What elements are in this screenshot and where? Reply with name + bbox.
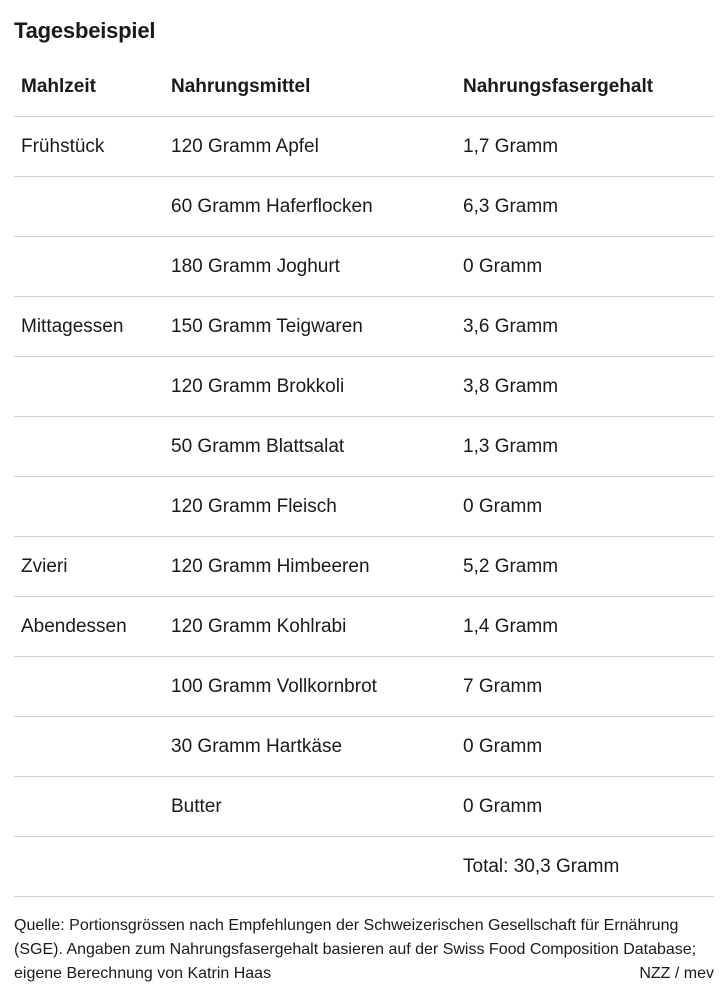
cell-meal [14, 237, 164, 297]
table-row [14, 477, 714, 537]
source-note [14, 914, 714, 986]
cell-fiber: 0 Gramm [456, 237, 714, 297]
cell-meal [14, 777, 164, 837]
source-text: Quelle: Portionsgrössen nach Empfehlungen der Schweizerischen Gesellschaft für Ernährung (SGE). Angaben zum Nahrungsfasergehalt basieren auf der Swiss Food Composition Database; eigene Berechnung von Katrin Haas [14, 917, 697, 982]
page-title: Tagesbeispiel [14, 18, 156, 43]
cell-food: 120 Gramm Fleisch [164, 477, 456, 537]
cell-fiber: 1,4 Gramm [456, 597, 714, 657]
cell-meal [14, 417, 164, 477]
table-row [14, 297, 714, 357]
cell-fiber: 1,3 Gramm [456, 417, 714, 477]
table-total-row [14, 837, 714, 897]
cell-fiber: 0 Gramm [456, 777, 714, 837]
cell-meal [14, 717, 164, 777]
header-food: Nahrungsmittel [164, 58, 456, 117]
table-row [14, 237, 714, 297]
cell-fiber: 6,3 Gramm [456, 177, 714, 237]
table-row [14, 597, 714, 657]
table-row [14, 357, 714, 417]
cell-meal [14, 657, 164, 717]
cell-meal [14, 477, 164, 537]
table-row [14, 717, 714, 777]
cell-food: 120 Gramm Brokkoli [164, 357, 456, 417]
cell-food: 120 Gramm Himbeeren [164, 537, 456, 597]
credit-label: NZZ / mev [639, 965, 714, 982]
cell-fiber: 7 Gramm [456, 657, 714, 717]
cell-fiber: 0 Gramm [456, 477, 714, 537]
cell-food: 120 Gramm Kohlrabi [164, 597, 456, 657]
table-row [14, 177, 714, 237]
cell-food: 60 Gramm Haferflocken [164, 177, 456, 237]
table-header-row [14, 58, 714, 117]
table-row [14, 657, 714, 717]
cell-food: Butter [164, 777, 456, 837]
cell-food: 50 Gramm Blattsalat [164, 417, 456, 477]
fiber-table [14, 58, 714, 897]
header-fiber: Nahrungsfasergehalt [456, 58, 714, 117]
cell-food [164, 837, 456, 897]
cell-fiber: 5,2 Gramm [456, 537, 714, 597]
table-row [14, 117, 714, 177]
cell-fiber: 1,7 Gramm [456, 117, 714, 177]
cell-food: 180 Gramm Joghurt [164, 237, 456, 297]
table-row [14, 777, 714, 837]
table-row [14, 537, 714, 597]
table-row [14, 417, 714, 477]
header-meal: Mahlzeit [14, 58, 164, 117]
cell-fiber: 3,8 Gramm [456, 357, 714, 417]
cell-food: 30 Gramm Hartkäse [164, 717, 456, 777]
cell-food: 150 Gramm Teigwaren [164, 297, 456, 357]
cell-food: 100 Gramm Vollkornbrot [164, 657, 456, 717]
cell-meal [14, 357, 164, 417]
cell-fiber: 3,6 Gramm [456, 297, 714, 357]
cell-meal [14, 837, 164, 897]
cell-meal: Mittagessen [14, 297, 164, 357]
cell-food: 120 Gramm Apfel [164, 117, 456, 177]
cell-meal [14, 177, 164, 237]
cell-meal: Frühstück [14, 117, 164, 177]
cell-meal: Zvieri [14, 537, 164, 597]
cell-total: Total: 30,3 Gramm [456, 837, 714, 897]
cell-fiber: 0 Gramm [456, 717, 714, 777]
cell-meal: Abendessen [14, 597, 164, 657]
